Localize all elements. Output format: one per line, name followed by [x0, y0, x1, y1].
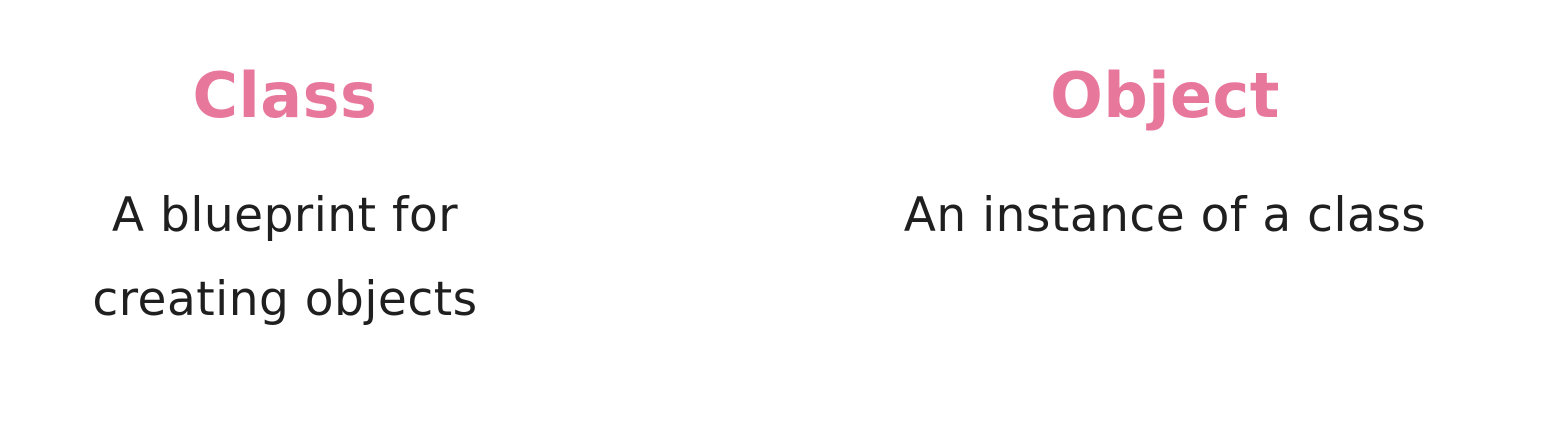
class-definition-line-1: A blueprint for — [111, 188, 459, 243]
class-heading: Class — [192, 59, 378, 132]
class-definition — [40, 174, 530, 342]
object-heading: Object — [1050, 59, 1280, 132]
class-definition-line-2: creating objects — [92, 272, 478, 327]
object-definition: An instance of a class — [903, 188, 1427, 243]
object-column — [830, 56, 1500, 258]
class-column — [40, 56, 530, 342]
